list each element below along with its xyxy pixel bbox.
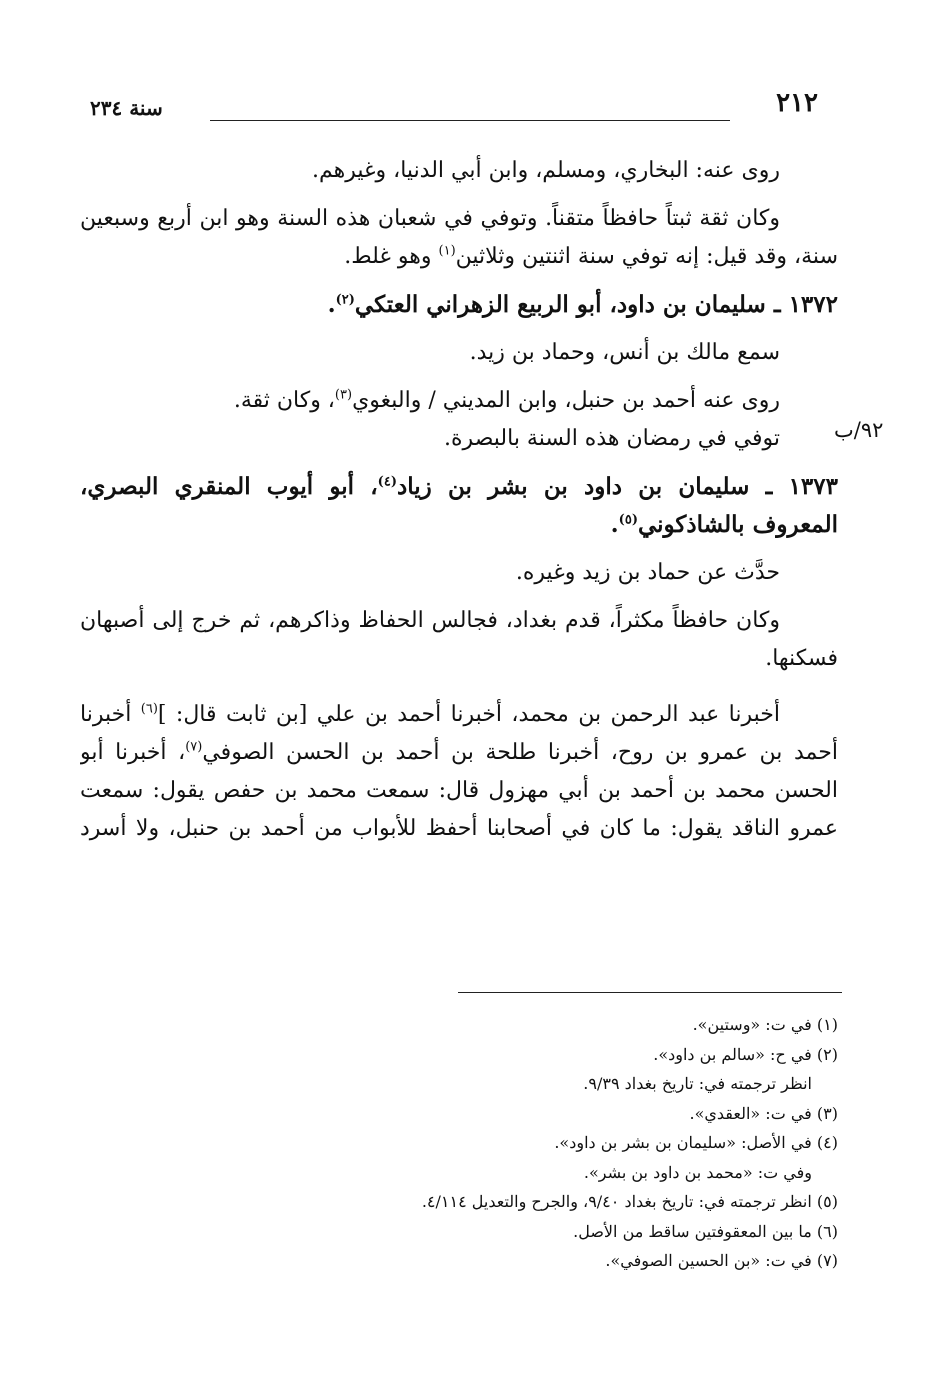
text-line: روى عنه أحمد بن حنبل، وابن المديني / والبغوي$^{(٣)}$، وكان ثقة.	[233, 387, 780, 413]
text-line: عمرو الناقد يقول: ما كان في أصحابنا أحفظ للأبواب من أحمد بن حنبل، ولا أسرد	[80, 816, 838, 841]
footnote-5: (٥) انظر ترجمته في: تاريخ بغداد ٩/٤٠، والجرح والتعديل ٤/١١٤.	[421, 1192, 838, 1211]
footnote-4: (٤) في الأصل: «سليمان بن بشر بن داود».	[554, 1133, 838, 1152]
entry-heading-cont: المعروف بالشاذكوني$^{(٥)}$.	[610, 511, 838, 538]
footnote-ref: (٥)	[618, 512, 638, 528]
text-line: سنة، وقد قيل: إنه توفي سنة اثنتين وثلاثين$^{(١)}$ وهو غلط.	[344, 243, 838, 269]
footnote-7: (٧) في ت: «بن الحسين الصوفي».	[605, 1251, 838, 1270]
footnote-2: (٢) في ح: «سالم بن داود».	[653, 1044, 838, 1064]
footnote-ref: (٢)	[335, 292, 355, 308]
footnote-1: (١) في ت: «وستين».	[692, 1015, 838, 1034]
footnote-2-continued: انظر ترجمته في: تاريخ بغداد ٩/٣٩.	[583, 1074, 812, 1093]
text-line: أحمد بن عمرو بن روح، أخبرنا طلحة بن أحمد بن الحسن الصوفي$^{(٧)}$، أخبرنا أبو	[80, 739, 838, 765]
footnote-ref: (٦)	[140, 701, 158, 717]
footnote-6: (٦) ما بين المعقوفتين ساقط من الأصل.	[573, 1221, 838, 1241]
footnote-ref: (١)	[438, 243, 456, 259]
footnote-ref: (٤)	[377, 474, 397, 490]
text-line: فسكنها.	[765, 646, 838, 671]
text-line: سمع مالك بن أنس، وحماد بن زيد.	[469, 340, 780, 365]
text-line: أخبرنا عبد الرحمن بن محمد، أخبرنا أحمد بن علي [بن ثابت قال: ]$^{(٦)}$ أخبرنا	[80, 701, 781, 727]
entry-heading: ١٣٧٣ ـ سليمان بن داود بن بشر بن زياد$^{(٤)}$، أبو أيوب المنقري البصري،	[80, 473, 838, 500]
footnote-ref: (٣)	[334, 387, 353, 403]
header-rule	[210, 120, 730, 121]
manuscript-folio-marker: ٩٢/ب	[834, 418, 884, 442]
text-line: حدَّث عن حماد بن زيد وغيره.	[515, 560, 780, 585]
footnote-rule	[458, 992, 842, 993]
entry-heading: ١٣٧٢ ـ سليمان بن داود، أبو الربيع الزهراني العتكي$^{(٢)}$.	[327, 291, 838, 318]
text-line: وكان حافظاً مكثراً، قدم بغداد، فجالس الحفاظ وذاكرهم، ثم خرج إلى أصبهان	[80, 608, 780, 633]
text-line: الحسن محمد بن أحمد بن أبي مهزول قال: سمعت محمد بن حفص يقول: سمعت	[80, 778, 838, 803]
text-line: توفي في رمضان هذه السنة بالبصرة.	[444, 426, 780, 451]
footnotes	[330, 1010, 838, 1276]
footnote-ref: (٧)	[185, 739, 203, 755]
main-text	[80, 152, 838, 848]
year-label: سنة ٢٣٤	[90, 96, 163, 120]
page-number: ٢١٢	[776, 88, 818, 118]
text-line: روى عنه: البخاري، ومسلم، وابن أبي الدنيا، وغيرهم.	[311, 158, 780, 183]
footnote-3: (٣) في ت: «العقدي».	[689, 1103, 838, 1123]
text-line: وكان ثقة ثبتاً حافظاً متقناً. وتوفي في شعبان هذه السنة وهو ابن أربع وسبعين	[80, 206, 780, 231]
page-header	[60, 88, 840, 128]
footnote-4-continued: وفي ت: «محمد بن داود بن بشر».	[583, 1162, 812, 1182]
